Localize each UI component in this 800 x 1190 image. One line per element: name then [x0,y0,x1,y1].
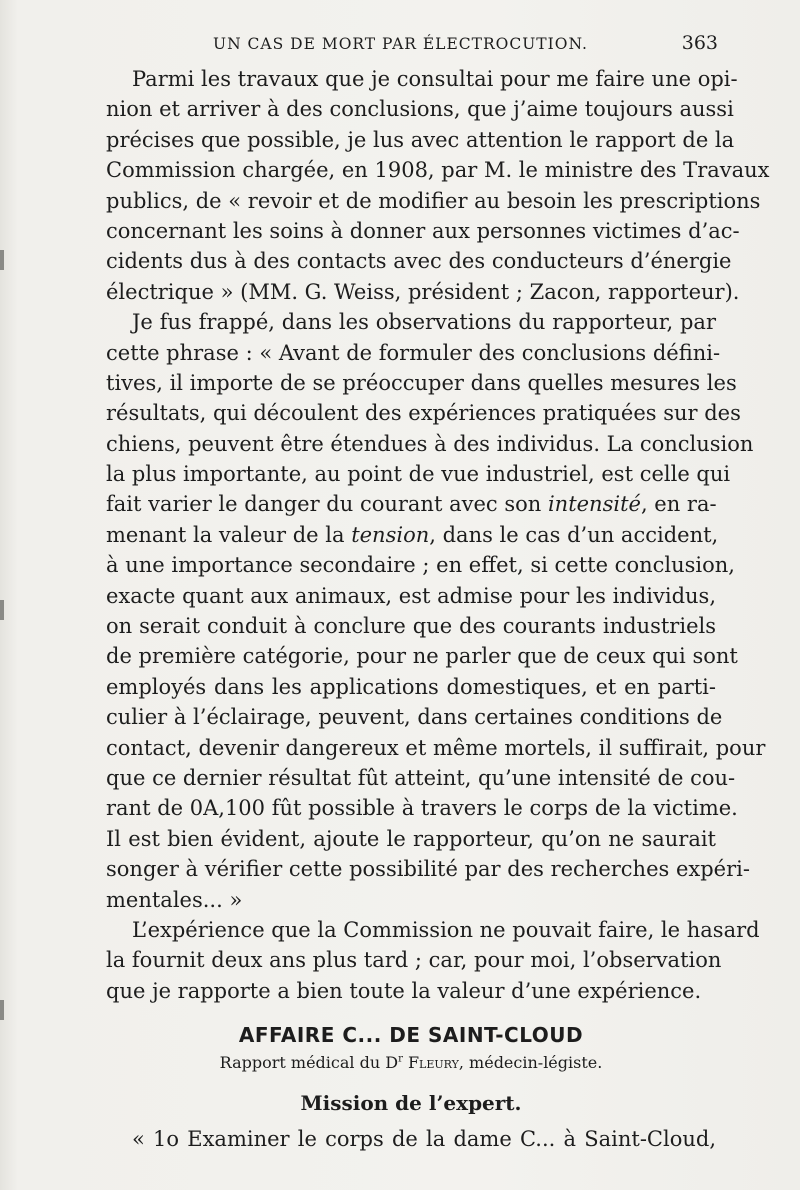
text-line: précises que possible, je lus avec attention le rapport de la [106,127,735,152]
text-line: Il est bien évident, ajoute le rapporteur, qu’on ne saurait [106,826,716,851]
text-line: Parmi les travaux que je consultai pour me faire une opi- [132,67,738,91]
text-segment: , dans le cas d’un accident, [429,522,719,547]
running-title: UN CAS DE MORT PAR ÉLECTROCUTION. [213,35,588,53]
text-line: « 1o Examiner le corps de la dame C... à Saint-Cloud, [132,1127,716,1151]
text-line: résultats, qui découlent des expériences pratiquées sur des [106,401,741,426]
paragraph-2 [106,307,766,915]
paragraph-3 [106,915,760,1006]
text-line: culier à l’éclairage, peuvent, dans certaines conditions de [106,705,723,730]
subtitle-superscript: r [398,1053,403,1065]
section-title: AFFAIRE C... DE SAINT-CLOUD [238,1023,584,1047]
text-line: rant de 0A,100 fût possible à travers le corps de la victime. [106,796,738,821]
text-line-with-italic [106,489,716,519]
first-mission-item [106,1124,716,1154]
page-edge-mark [0,1000,4,1020]
italic-term: tension [351,522,430,547]
page-edge-mark [0,600,4,620]
mission-heading: Mission de l’expert. [300,1091,522,1115]
text-segment: fait varier le danger du courant avec son [106,492,542,517]
text-line: L’expérience que la Commission ne pouvait faire, le hasard [132,917,760,942]
text-line: que ce dernier résultat fût atteint, qu’une intensité de cou- [106,765,736,790]
subtitle-prefix: Rapport médical du D [219,1053,399,1072]
text-line: contact, devenir dangereux et même mortels, il suffirait, pour [106,735,766,760]
text-line: Commission chargée, en 1908, par M. le ministre des Travaux [106,158,770,183]
expert-name: Fleury [407,1053,459,1072]
page-edge-mark [0,250,4,270]
text-line: songer à vérifier cette possibilité par des recherches expéri- [106,857,750,882]
text-line: Je fus frappé, dans les observations du rapporteur, par [132,310,716,335]
text-line: à une importance secondaire ; en effet, si cette conclusion, [106,553,735,578]
text-line: que je rapporte a bien toute la valeur d’une expérience. [106,978,702,1003]
text-line: tives, il importe de se préoccuper dans quelles mesures les [106,370,737,395]
subtitle-suffix: , médecin-légiste. [458,1053,603,1072]
text-line: de première catégorie, pour ne parler que de ceux qui sont [106,644,738,669]
text-line: concernant les soins à donner aux personnes victimes d’ac- [106,218,740,243]
text-line: mentales... » [106,887,243,912]
text-segment: , en ra- [640,492,717,517]
paragraph-1 [106,64,770,307]
text-line: électrique » (MM. G. Weiss, président ; Zacon, rapporteur). [106,279,740,304]
text-line: nion et arriver à des conclusions, que j’aime toujours aussi [106,97,734,122]
body-text [106,64,770,1006]
text-line: publics, de « revoir et de modifier au besoin les prescriptions [106,188,761,213]
text-line: la fournit deux ans plus tard ; car, pour moi, l’observation [106,948,722,973]
italic-term: intensité [547,492,641,517]
text-line: cidents dus à des contacts avec des conducteurs d’énergie [106,249,732,274]
text-line: la plus importante, au point de vue industriel, est celle qui [106,462,731,487]
running-header [110,32,718,58]
text-line: exacte quant aux animaux, est admise pour les individus, [106,583,716,608]
text-segment: menant la valeur de la [106,522,345,547]
text-line: chiens, peuvent être étendues à des individus. La conclusion [106,431,754,456]
text-line: employés dans les applications domestiques, et en parti- [106,674,716,699]
text-line-with-italic [106,520,719,550]
page-number: 363 [681,32,718,54]
text-line: cette phrase : « Avant de formuler des conclusions défini- [106,340,721,365]
section-subtitle [106,1053,716,1072]
text-line: on serait conduit à conclure que des courants industriels [106,614,716,639]
